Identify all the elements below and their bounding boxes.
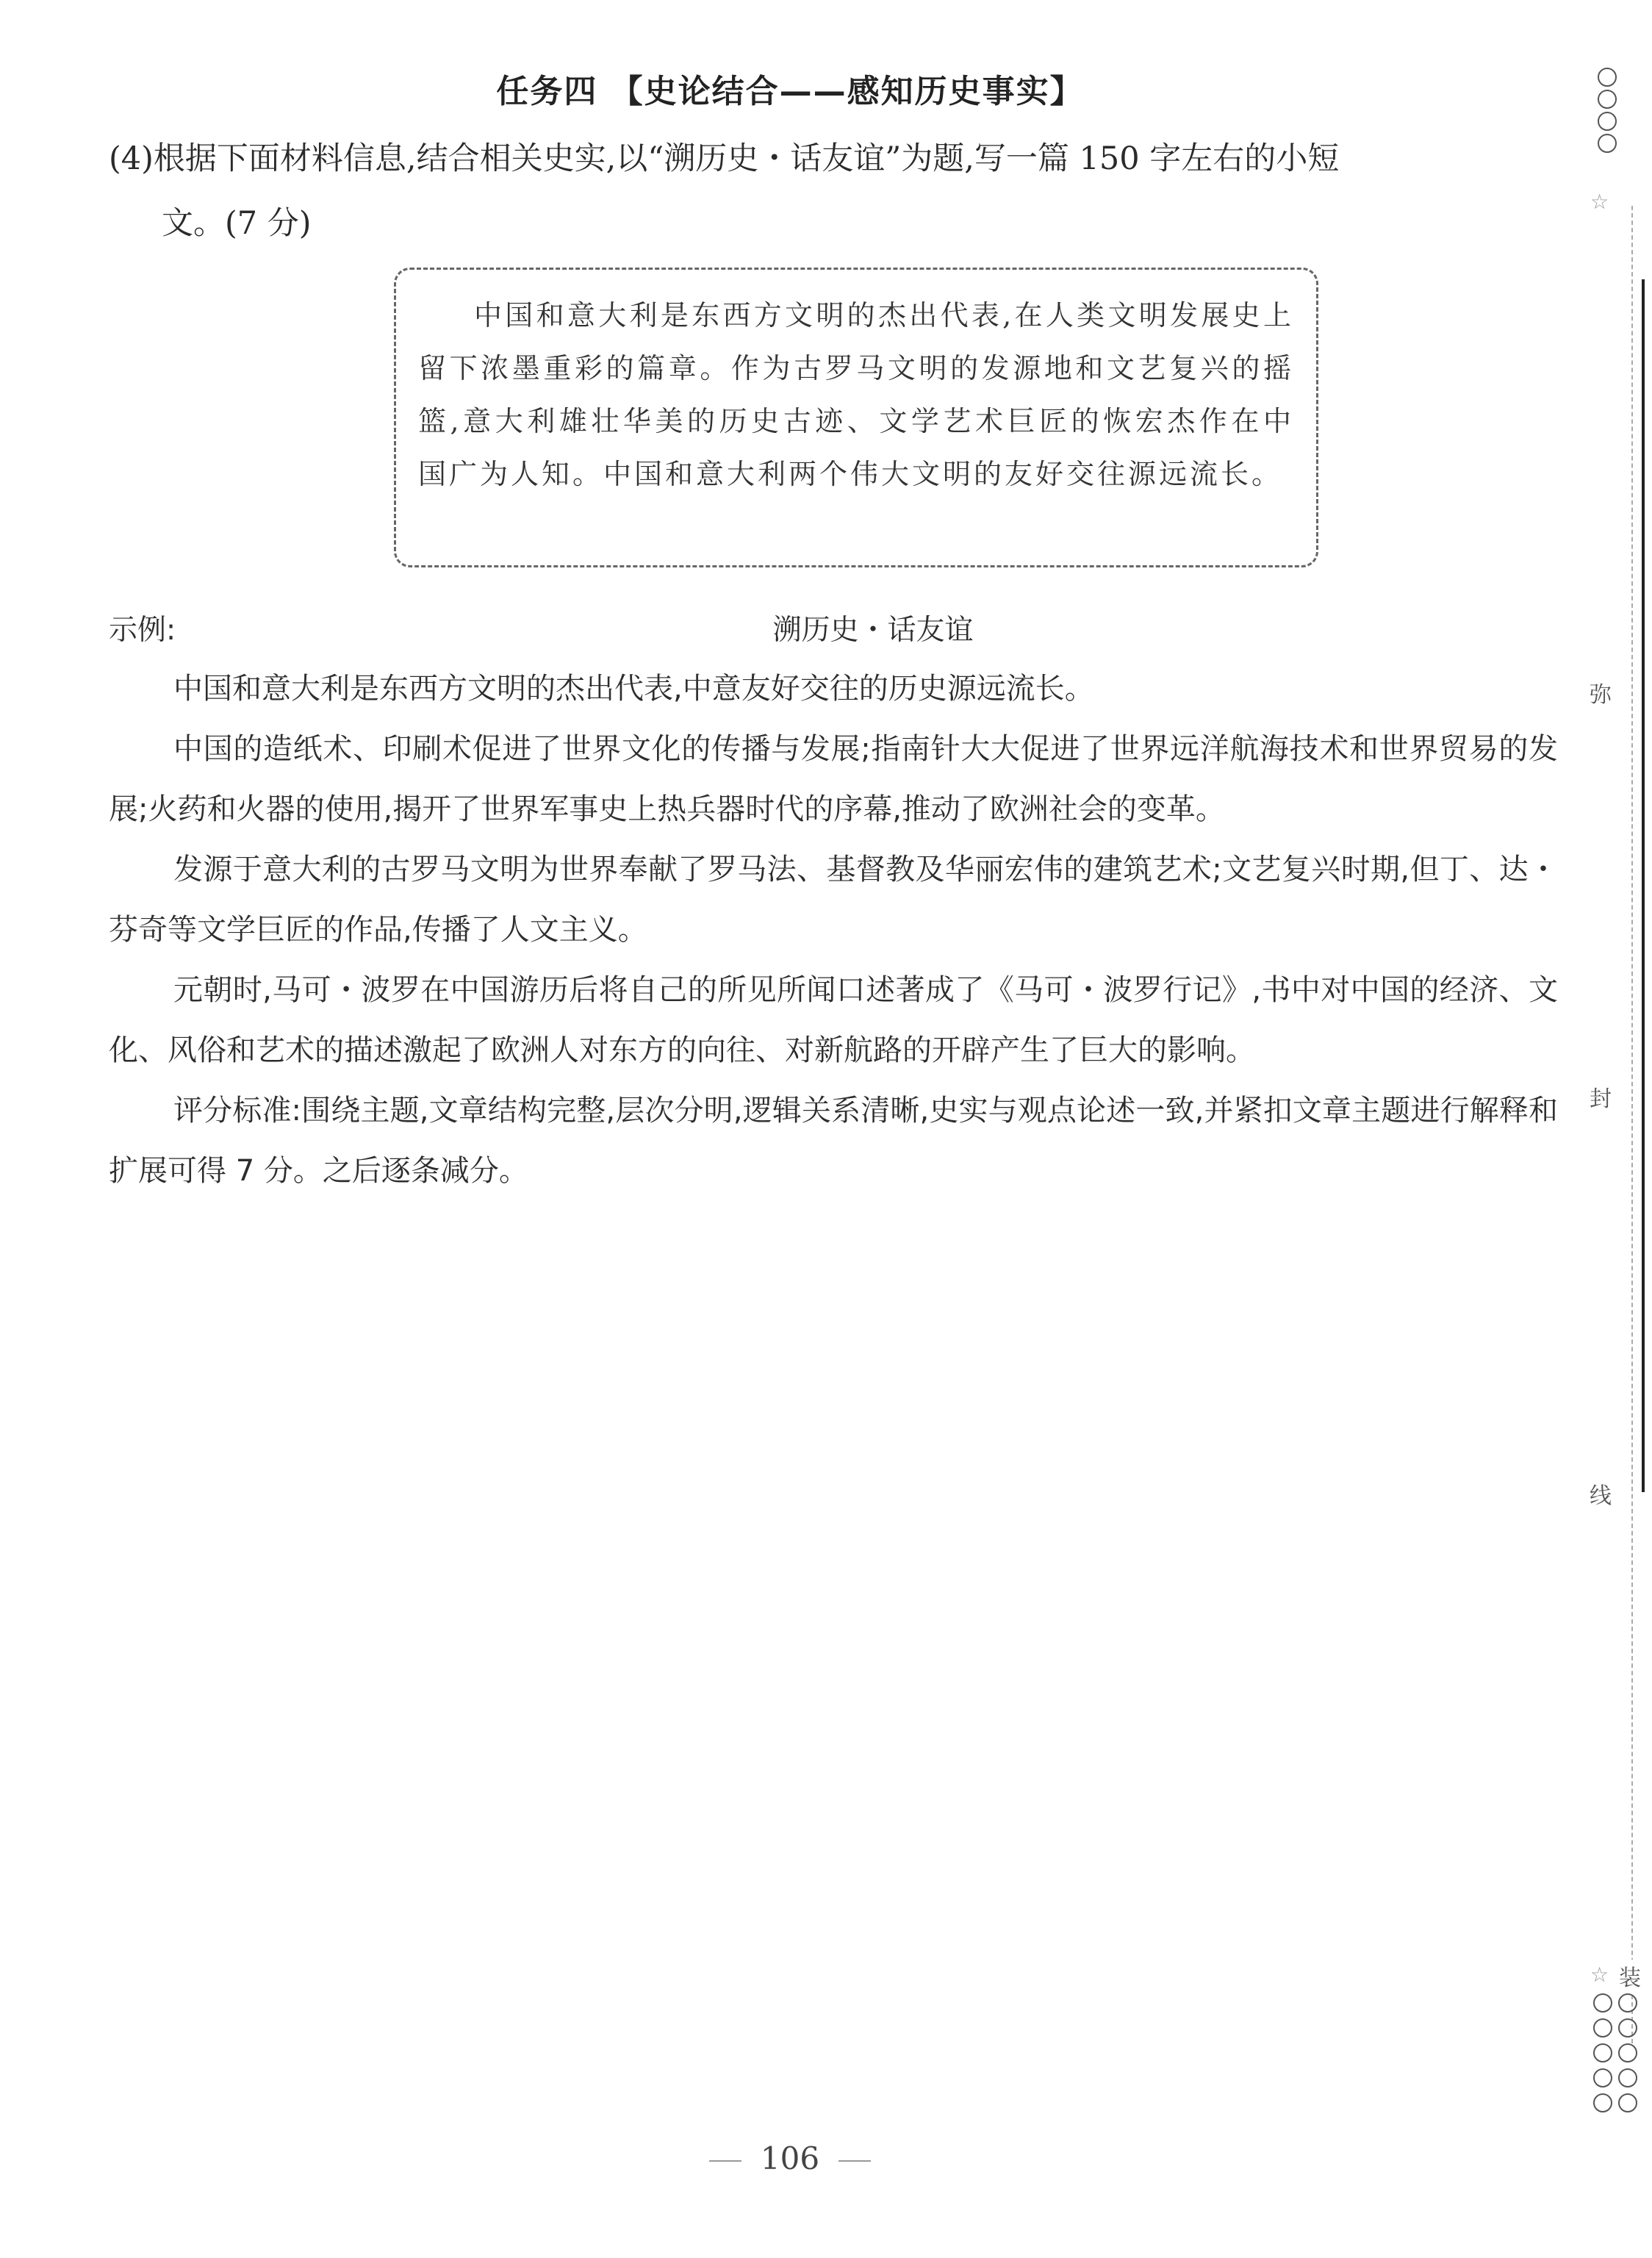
circle-icon	[1598, 112, 1617, 131]
page-number: 106	[760, 2140, 820, 2176]
circle-icon	[1593, 2093, 1612, 2112]
binding-solid-line	[1642, 279, 1645, 1492]
question	[109, 126, 1564, 256]
question-line-2: 文。(7 分)	[162, 205, 312, 242]
answer-section	[109, 659, 1558, 1201]
circle-icon	[1618, 2093, 1637, 2112]
circle-icon	[1593, 2018, 1612, 2037]
circle-icon	[1618, 2043, 1637, 2062]
example-label: 示例:	[109, 614, 176, 647]
circle-icon	[1593, 1993, 1612, 2013]
task-title: 任务四 【史论结合——感知历史事实】	[496, 73, 1084, 110]
binding-dashed-line	[1631, 206, 1633, 2043]
material-box	[394, 268, 1318, 567]
circle-icon	[1618, 1993, 1637, 2013]
page-number-dash-left	[709, 2160, 741, 2162]
circle-icon	[1598, 68, 1617, 87]
star-icon: ☆	[1590, 1963, 1609, 1987]
circle-icon	[1618, 2068, 1637, 2087]
circle-icon	[1598, 134, 1617, 153]
circle-icon	[1598, 90, 1617, 109]
page-number-dash-right	[838, 2160, 871, 2162]
answer-paragraph-2: 中国的造纸术、印刷术促进了世界文化的传播与发展;指南针大大促进了世界远洋航海技术和世界贸易的发展;火药和火器的使用,揭开了世界军事史上热兵器时代的序幕,推动了欧洲社会的变革。	[109, 732, 1558, 826]
binding-char-mi: 弥	[1580, 676, 1621, 709]
star-icon: ☆	[1590, 190, 1609, 214]
example-row	[109, 607, 1564, 651]
binding-circles-bottom	[1590, 1992, 1649, 2117]
binding-char-zhuang: 装	[1609, 1960, 1651, 1992]
material-text: 中国和意大利是东西方文明的杰出代表,在人类文明发展史上留下浓墨重彩的篇章。作为古罗马文明的发源地和文艺复兴的摇篮,意大利雄壮华美的历史古迹、文学艺术巨匠的恢宏杰作在中国广为人知。中国和意大利两个伟大文明的友好交往源远流长。	[418, 299, 1294, 490]
page-number-footer	[0, 2140, 1580, 2176]
question-line-1: (4)根据下面材料信息,结合相关史实,以“溯历史・话友谊”为题,写一篇 150 字左右的小短	[109, 140, 1340, 177]
essay-title: 溯历史・话友谊	[772, 614, 974, 647]
answer-paragraph-3: 发源于意大利的古罗马文明为世界奉献了罗马法、基督教及华丽宏伟的建筑艺术;文艺复兴时期,但丁、达・芬奇等文学巨匠的作品,传播了人文主义。	[109, 853, 1558, 947]
binding-margin	[1580, 59, 1652, 2161]
binding-char-xian: 线	[1580, 1477, 1621, 1510]
circle-icon	[1593, 2068, 1612, 2087]
answer-paragraph-4: 元朝时,马可・波罗在中国游历后将自己的所见所闻口述著成了《马可・波罗行记》,书中对中国的经济、文化、风俗和艺术的描述激起了欧洲人对东方的向往、对新航路的开辟产生了巨大的影响。	[109, 973, 1558, 1067]
binding-circles-top	[1590, 65, 1649, 156]
scoring-criteria: 评分标准:围绕主题,文章结构完整,层次分明,逻辑关系清晰,史实与观点论述一致,并紧扣文章主题进行解释和扩展可得 7 分。之后逐条减分。	[109, 1094, 1558, 1188]
answer-paragraph-1: 中国和意大利是东西方文明的杰出代表,中意友好交往的历史源远流长。	[173, 672, 1094, 706]
circle-icon	[1593, 2043, 1612, 2062]
binding-char-feng: 封	[1580, 1080, 1621, 1113]
circle-icon	[1618, 2018, 1637, 2037]
